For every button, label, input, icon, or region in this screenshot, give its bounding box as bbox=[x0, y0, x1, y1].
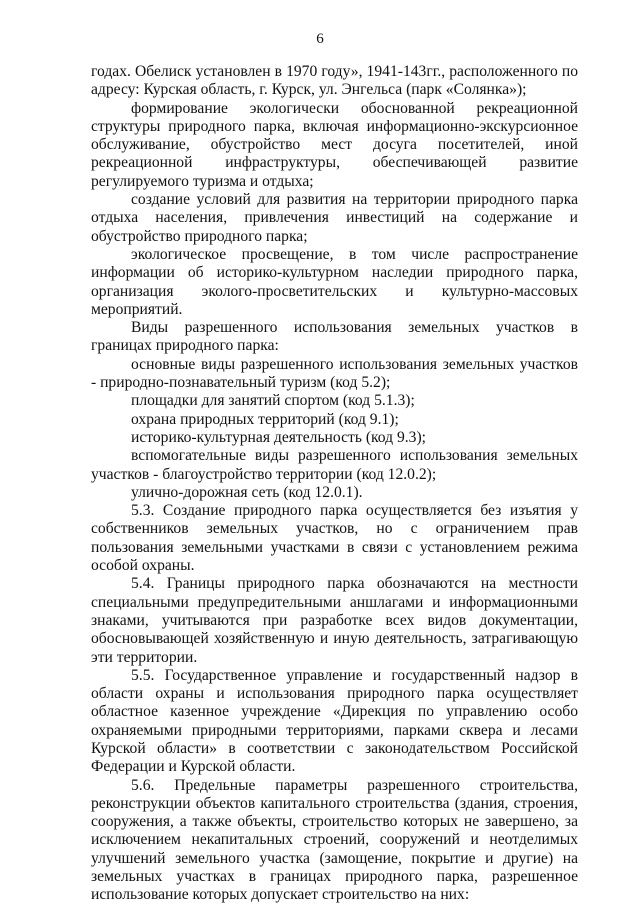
paragraph: вспомогательные виды разрешенного использования земельных участков - благоустройство территории (код 12.0.2); bbox=[91, 447, 578, 483]
document-body bbox=[91, 63, 578, 905]
paragraph: площадки для занятий спортом (код 5.1.3); bbox=[131, 392, 415, 410]
paragraph: экологическое просвещение, в том числе распространение информации об историко-культурном наследии природного парка, организация эколого-просветительских и культурно-массовых мероприятий. bbox=[91, 245, 578, 318]
paragraph: охрана природных территорий (код 9.1); bbox=[131, 410, 399, 428]
paragraph: 5.5. Государственное управление и государственный надзор в области охраны и использования природного парка осуществляет областное казенное учреждение «Дирекция по управлению особо охраняемыми природными территориями, парками сквера и лесами Курской области» в соответствии с законодательством Российской Федерации и Курской области. bbox=[91, 666, 578, 776]
paragraph: Виды разрешенного использования земельных участков в границах природного парка: bbox=[91, 319, 578, 355]
paragraph: основные виды разрешенного использования земельных участков - природно-познавательный туризм (код 5.2); bbox=[91, 355, 578, 392]
page-number: 6 bbox=[316, 31, 324, 47]
paragraph: 5.6. Предельные параметры разрешенного строительства, реконструкции объектов капитального строительства (здания, строения, сооружения, а также объекты, строительство которых не завершено, за исключением некапитальных строений, сооружений и неотделимых улучшений земельного участка (замощение, покрытие и другие) на земельных участках в границах природного парка, разрешенное использование которых допускает строительство на них: bbox=[91, 776, 578, 904]
paragraph: создание условий для развития на территории природного парка отдыха населения, привлечения инвестиций на содержание и обустройство природного парка; bbox=[91, 191, 578, 245]
paragraph: годах. Обелиск установлен в 1970 году», 1941-143гг., расположенного по адресу: Курская область, г. Курск, ул. Энгельса (парк «Солянка»); bbox=[91, 63, 578, 99]
paragraph: улично-дорожная сеть (код 12.0.1). bbox=[131, 483, 363, 501]
paragraph: 5.4. Границы природного парка обозначаются на местности специальными предупредительными аншлагами и информационными знаками, учитываются при разработке всех видов документации, обосновывающей хозяйственную и иную деятельность, затрагивающую эти территории. bbox=[91, 575, 578, 666]
paragraph: формирование экологически обоснованной рекреационной структуры природного парка, включая информационно-экскурсионное обслуживание, обустройство мест досуга посетителей, иной рекреационной инфраструктуры, обеспечивающей развитие регулируемого туризма и отдыха; bbox=[91, 99, 578, 190]
paragraph: историко-культурная деятельность (код 9.3); bbox=[131, 428, 427, 446]
paragraph: 5.3. Создание природного парка осуществляется без изъятия у собственников земельных участков, но с ограничением прав пользования земельными участками в связи с установлением режима особой охраны. bbox=[91, 502, 578, 575]
